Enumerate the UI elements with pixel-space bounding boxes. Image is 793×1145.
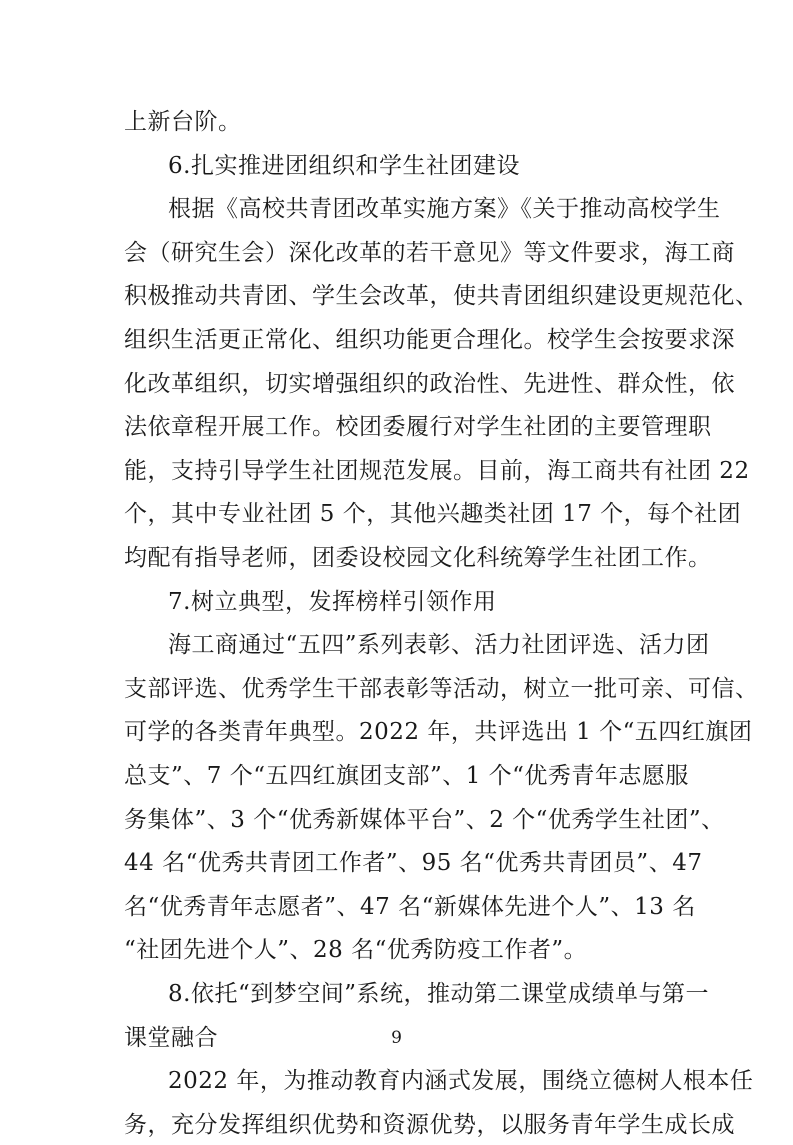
section-heading-8: 8.依托“到梦空间”系统，推动第二课堂成绩单与第一 bbox=[168, 981, 709, 1007]
text-line: 务，充分发挥组织优势和资源优势，以服务青年学生成长成 bbox=[124, 1112, 735, 1138]
text-line: 支部评选、优秀学生干部表彰等活动，树立一批可亲、可信、 bbox=[124, 676, 759, 702]
text-line: 组织生活更正常化、组织功能更合理化。校学生会按要求深 bbox=[124, 327, 735, 353]
text-line: 海工商通过“五四”系列表彰、活力社团评选、活力团 bbox=[168, 632, 710, 658]
text-line: 可学的各类青年典型。2022 年，共评选出 1 个“五四红旗团 bbox=[124, 719, 753, 745]
text-line: “社团先进个人”、28 名“优秀防疫工作者”。 bbox=[124, 937, 588, 963]
text-line: 务集体”、3 个“优秀新媒体平台”、2 个“优秀学生社团”、 bbox=[124, 807, 725, 833]
text-line: 根据《高校共青团改革实施方案》《关于推动高校学生 bbox=[168, 196, 721, 222]
text-line: 个，其中专业社团 5 个，其他兴趣类社团 17 个，每个社团 bbox=[124, 501, 742, 527]
text-line: 积极推动共青团、学生会改革，使共青团组织建设更规范化、 bbox=[124, 283, 759, 309]
text-line: 44 名“优秀共青团工作者”、95 名“优秀共青团员”、47 bbox=[124, 850, 703, 876]
text-line: 均配有指导老师，团委设校园文化科统筹学生社团工作。 bbox=[124, 545, 712, 571]
text-line: 上新台阶。 bbox=[124, 109, 242, 135]
section-heading-8-cont: 课堂融合 bbox=[124, 1025, 218, 1051]
text-line: 能，支持引导学生社团规范发展。目前，海工商共有社团 22 bbox=[124, 458, 750, 484]
text-line: 化改革组织，切实增强组织的政治性、先进性、群众性，依 bbox=[124, 371, 735, 397]
text-line: 会（研究生会）深化改革的若干意见》等文件要求，海工商 bbox=[124, 240, 735, 266]
text-line: 2022 年，为推动教育内涵式发展，围绕立德树人根本任 bbox=[168, 1068, 754, 1094]
text-line: 法依章程开展工作。校团委履行对学生社团的主要管理职 bbox=[124, 414, 712, 440]
section-heading-6: 6.扎实推进团组织和学生社团建设 bbox=[168, 153, 520, 179]
text-line: 名“优秀青年志愿者”、47 名“新媒体先进个人”、13 名 bbox=[124, 894, 696, 920]
section-heading-7: 7.树立典型，发挥榜样引领作用 bbox=[168, 589, 497, 615]
page-number: 9 bbox=[391, 1028, 402, 1048]
text-line: 总支”、7 个“五四红旗团支部”、1 个“优秀青年志愿服 bbox=[124, 763, 689, 789]
